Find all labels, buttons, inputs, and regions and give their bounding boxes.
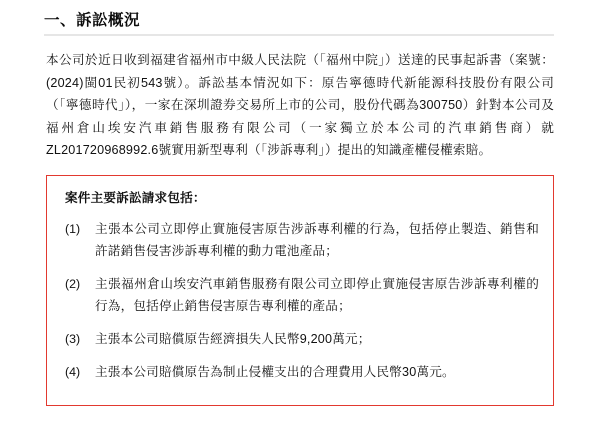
page-bottom-margin xyxy=(0,413,600,427)
page-title: 訴訟概況 xyxy=(76,12,141,29)
claim-number: (1) xyxy=(65,221,81,236)
claim-text: 主張本公司賠償原告為制止侵權支出的合理費用人民幣30萬元。 xyxy=(95,364,455,379)
section-number: 一、 xyxy=(44,12,77,29)
list-item xyxy=(61,273,539,317)
list-item xyxy=(61,328,539,350)
claim-number: (4) xyxy=(65,364,81,379)
claim-number: (3) xyxy=(65,331,81,346)
claim-text: 主張福州倉山埃安汽車銷售服務有限公司立即停止實施侵害原告涉訴專利權的行為，包括停止銷售侵害原告專利權的產品； xyxy=(95,276,539,313)
claim-text: 主張本公司立即停止實施侵害原告涉訴專利權的行為，包括停止製造、銷售和許諾銷售侵害涉訴專利權的動力電池產品； xyxy=(95,221,539,258)
claims-heading: 案件主要訴訟請求包括： xyxy=(65,190,206,205)
list-item xyxy=(61,218,539,262)
list-item xyxy=(61,361,539,383)
overview-paragraph: 本公司於近日收到福建省福州市中級人民法院（「福州中院」）送達的民事起訴書（案號：(2024)閩01民初543號）。訴訟基本情況如下：原告寧德時代新能源科技股份有限公司（「寧德時代」），一家在深圳證券交易所上市的公司，股份代碼為300750）針對本公司及福州倉山埃安汽車銷售服務有限公司（一家獨立於本公司的汽車銷售商）就ZL201720968992.6號實用新型專利（「涉訴專利」）提出的知識產權侵權索賠。 xyxy=(46,53,554,157)
section-heading xyxy=(44,0,554,36)
claim-text: 主張本公司賠償原告經濟損失人民幣9,200萬元； xyxy=(95,331,371,346)
claim-number: (2) xyxy=(65,276,81,291)
claims-callout-box xyxy=(46,175,554,406)
